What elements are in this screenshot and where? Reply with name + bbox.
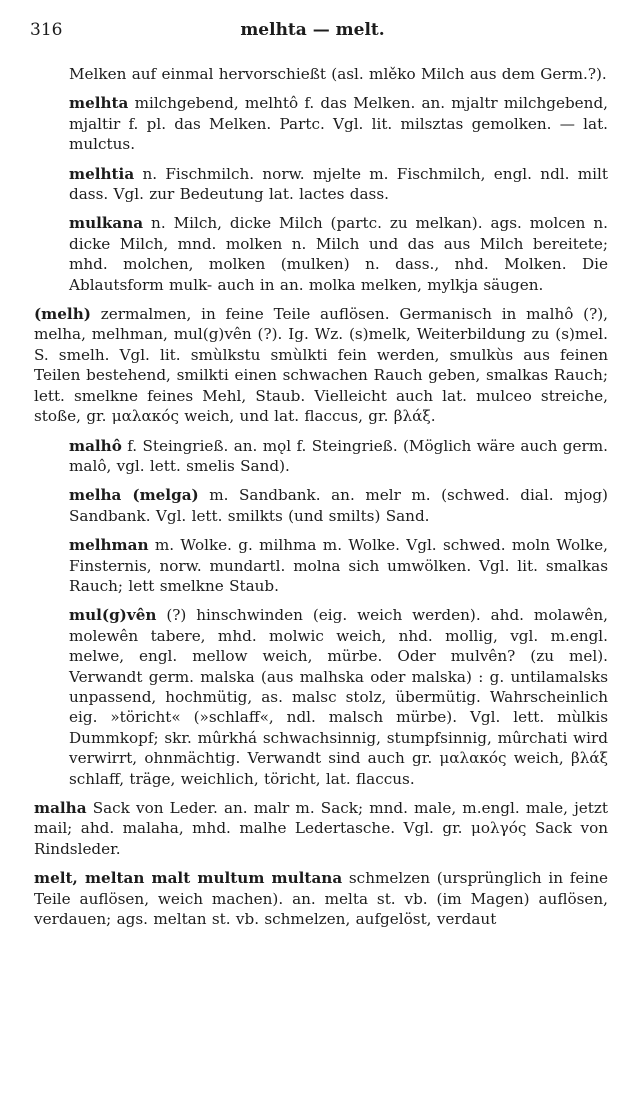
entry-melhtia xyxy=(69,164,608,205)
entry-headword: mulkana xyxy=(69,214,144,233)
entry-text: Sack von Leder. an. malr m. Sack; mnd. male, m.engl. male, jetzt mail; ahd. malaha, mhd. malhe Ledertasche. Vgl. gr. μολγός Sack von Rindsleder. xyxy=(34,799,608,858)
entry-melh xyxy=(34,304,608,426)
entry-headword: malhô xyxy=(69,436,122,455)
entry-text: (?) hinschwinden (eig. weich werden). ahd. molawên, molewên tabere, mhd. molwic weich, nhd. mollig, vgl. m.engl. melwe, engl. mellow weich, mürbe. Oder mulvên? (zu mel). Verwandt germ. malska (aus malhska oder malska) : g. untilamalsks unpassend, hochmütig, as. malsc stolz, übermütig. Wahrscheinlich eig. »töricht« (»schlaff«, ndl. malsch mürbe). Vgl. lett. mùlkis Dummkopf; skr. mûrkhá schwachsinnig, stumpfsinnig, mûrchati wird verwirrt, ohnmächtig. Verwandt sind auch gr. μαλακός weich, βλάξ schlaff, träge, weichlich, töricht, lat. flaccus. xyxy=(69,606,608,788)
entry-malho xyxy=(69,436,608,477)
entry-text: n. Fischmilch. norw. mjelte m. Fischmilch, engl. ndl. milt dass. Vgl. zur Bedeutung lat. lactes dass. xyxy=(69,164,608,204)
page-number: 316 xyxy=(30,20,63,40)
entry-text: schmelzen (ursprünglich in feine Teile auflösen, weich machen). an. melta st. vb. (im Magen) auflösen, verdauen; ags. meltan st. vb. schmelzen, aufgelöst, verdaut xyxy=(34,869,608,929)
entry-headword: (melh) xyxy=(34,305,91,324)
entry-headword: melhta xyxy=(69,94,129,113)
entry-headword: melhtia xyxy=(69,164,135,183)
entry-text: milchgebend, melhtô f. das Melken. an. mjaltr milchgebend, mjaltir f. pl. das Melken. Partc. Vgl. lit. milsztas gemolken. — lat. mulctus. xyxy=(69,94,608,154)
entry-headword: melt, meltan malt multum multana xyxy=(34,869,343,888)
entry-mulgven xyxy=(69,605,608,789)
entry-text: f. Steingrieß. an. mǫl f. Steingrieß. (Möglich wäre auch germ. malô, vgl. lett. smelis Sand). xyxy=(69,436,608,475)
entry-headword: melhman xyxy=(69,536,149,555)
entry-headword: melha (melga) xyxy=(69,486,199,505)
entry-melhman xyxy=(69,535,608,596)
running-title: melhta — melt. xyxy=(240,20,385,40)
entry-headword: mul(g)vên xyxy=(69,606,157,625)
entry-text: zermalmen, in feine Teile auflösen. Germanisch in malhô (?), melha, melhman, mul(g)vên (?). Ig. Wz. (s)melk, Weiterbildung zu (s)mel. S. smelh. Vgl. lit. smùlkstu smùlkti fein werden, smulkùs aus feinen Teilen bestehend, smilkti einen schwachen Rauch geben, smalkas Rauch; lett. smelkne feines Mehl, Staub. Vielleicht auch lat. mulceo streiche, stoße, gr. μαλακός weich, und lat. flaccus, gr. βλάξ. xyxy=(34,305,608,426)
entry-text: Melken auf einmal hervorschießt (asl. mlěko Milch aus dem Germ.?). xyxy=(69,65,607,83)
entry-text: m. Wolke. g. milhma m. Wolke. Vgl. schwed. moln Wolke, Finsternis, norw. mundartl. molna sich umwölken. Vgl. lit. smalkas Rauch; lett smelkne Staub. xyxy=(69,536,608,595)
entry-melt xyxy=(34,868,608,929)
entry-mulkana xyxy=(69,213,608,295)
entry-melha xyxy=(69,485,608,526)
entry-continuation xyxy=(69,64,608,84)
entry-malha xyxy=(34,798,608,859)
entry-melhta xyxy=(69,93,608,154)
entry-headword: malha xyxy=(34,799,87,817)
page-header xyxy=(30,20,595,46)
entry-text: n. Milch, dicke Milch (partc. zu melkan). ags. molcen n. dicke Milch, mnd. molken n. Milch und das aus Milch bereitete; mhd. molchen, molken (mulken) n. dass., nhd. Molken. Die Ablautsform mulk- auch in an. molka melken, mylkja säugen. xyxy=(69,214,608,294)
entry-text: m. Sandbank. an. melr m. (schwed. dial. mjog) Sandbank. Vgl. lett. smilkts (und smilts) Sand. xyxy=(69,486,608,525)
entries-column xyxy=(34,64,608,938)
